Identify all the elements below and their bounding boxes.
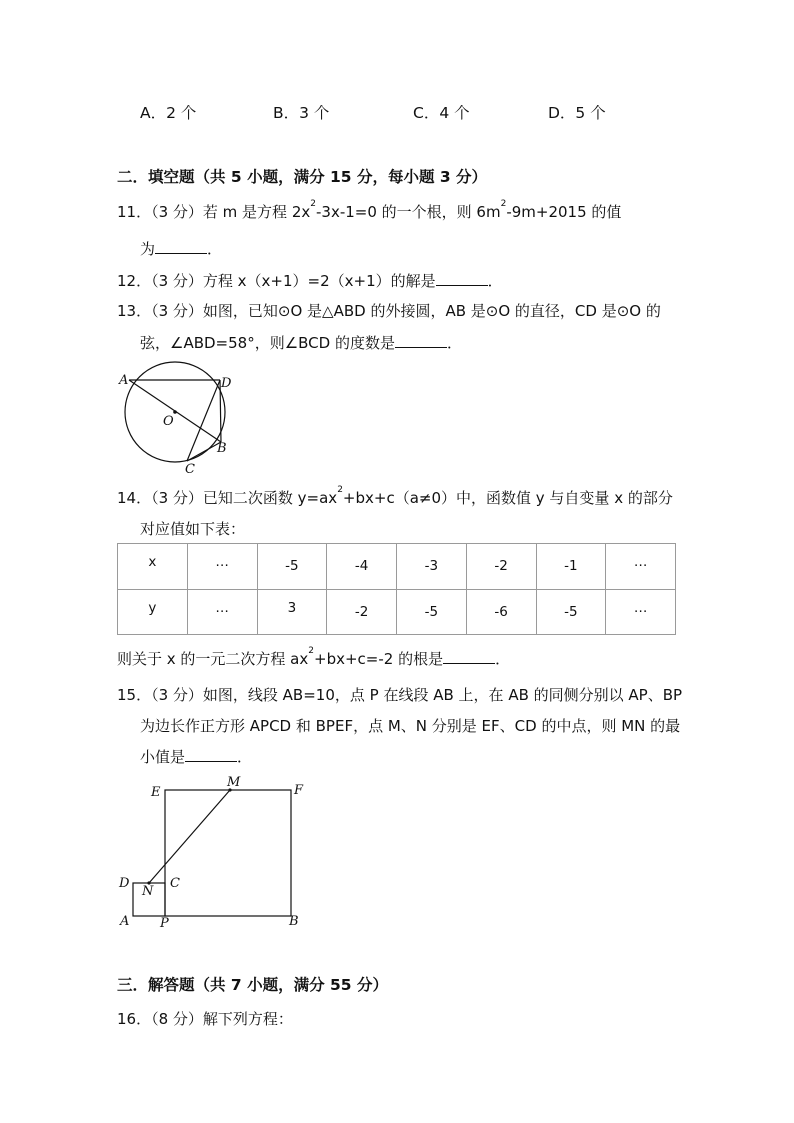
table-cell: -5	[536, 589, 606, 635]
table-row	[118, 544, 676, 590]
square-bpef	[165, 790, 291, 916]
chord-dc	[187, 380, 220, 461]
label-d: D	[221, 376, 232, 391]
q15-line3: 小值是 ．	[140, 748, 253, 766]
label-d: D	[119, 876, 130, 891]
table-row	[118, 589, 676, 635]
option-d: D．5 个	[548, 104, 606, 122]
label-p: P	[160, 916, 169, 930]
table-cell: -3	[397, 544, 467, 590]
table-cell: -1	[536, 544, 606, 590]
table-cell: 3	[257, 589, 327, 635]
q15-line2: 为边长作正方形 APCD 和 BPEF，点 M、N 分别是 EF、CD 的中点，则 MN 的最	[140, 717, 681, 735]
q11-line1: 11．（3 分）若 m 是方程 $2x^2-3x-1=0$ 的一个根，则 $6m^2-9m+2015$ 的值	[117, 199, 622, 221]
answer-blank	[443, 649, 495, 664]
table-cell: x	[118, 544, 188, 590]
label-f: F	[294, 783, 304, 798]
label-b: B	[217, 441, 227, 456]
option-b: B．3 个	[273, 104, 330, 122]
value-table	[117, 543, 676, 635]
table-cell: …	[187, 589, 257, 635]
table-cell: -6	[466, 589, 536, 635]
q11-line2: 为 ．	[140, 240, 223, 258]
q15-squares-figure	[115, 770, 315, 930]
q13-circle-figure	[115, 360, 245, 478]
q14-line2: 对应值如下表：	[140, 520, 246, 538]
section-2-heading: 二．填空题（共 5 小题，满分 15 分，每小题 3 分）	[117, 168, 488, 186]
label-m: M	[227, 775, 241, 790]
table-cell: -5	[257, 544, 327, 590]
q14-line1: 14．（3 分）已知二次函数 $y=ax^2+bx+c(a\ne 0)$中，函数值 y 与自变量 x 的部分	[117, 485, 673, 507]
table-cell: …	[606, 544, 676, 590]
table-cell: …	[606, 589, 676, 635]
table-cell: -4	[327, 544, 397, 590]
label-c: C	[170, 876, 180, 891]
option-c: C．4 个	[413, 104, 470, 122]
label-a: A	[120, 914, 130, 929]
q15-line1: 15．（3 分）如图，线段 AB=10，点 P 在线段 AB 上，在 AB 的同侧分别以 AP、BP	[117, 686, 683, 704]
answer-blank	[436, 271, 488, 286]
label-c: C	[185, 462, 195, 477]
q12: 12．（3 分）方程 x（x+1）=2（x+1）的解是 ．	[117, 272, 503, 290]
option-a: A．2 个	[140, 104, 197, 122]
table-cell: y	[118, 589, 188, 635]
table-cell: -2	[466, 544, 536, 590]
segment-mn	[149, 790, 230, 883]
q13-line2: 弦，∠ABD=58°，则∠BCD 的度数是 ．	[140, 334, 462, 352]
label-e: E	[151, 785, 161, 800]
answer-blank	[155, 239, 207, 254]
label-a: A	[119, 373, 129, 388]
section-3-heading: 三．解答题（共 7 小题，满分 55 分）	[117, 976, 388, 994]
table-cell: -5	[397, 589, 467, 635]
label-b: B	[289, 914, 299, 929]
q14-question: 则关于 x 的一元二次方程 $ax^2+bx+c=-2$ 的根是 ．	[117, 646, 511, 668]
center-dot	[173, 410, 177, 414]
q13-line1: 13．（3 分）如图，已知⊙O 是△ABD 的外接圆，AB 是⊙O 的直径，CD 是⊙O 的	[117, 302, 661, 320]
chord-cb	[187, 442, 221, 461]
label-n: N	[142, 884, 154, 899]
q16: 16．（8 分）解下列方程：	[117, 1010, 293, 1028]
label-o: O	[163, 414, 174, 429]
answer-blank	[395, 333, 447, 348]
table-cell: …	[187, 544, 257, 590]
answer-blank	[185, 747, 237, 762]
table-cell: -2	[327, 589, 397, 635]
